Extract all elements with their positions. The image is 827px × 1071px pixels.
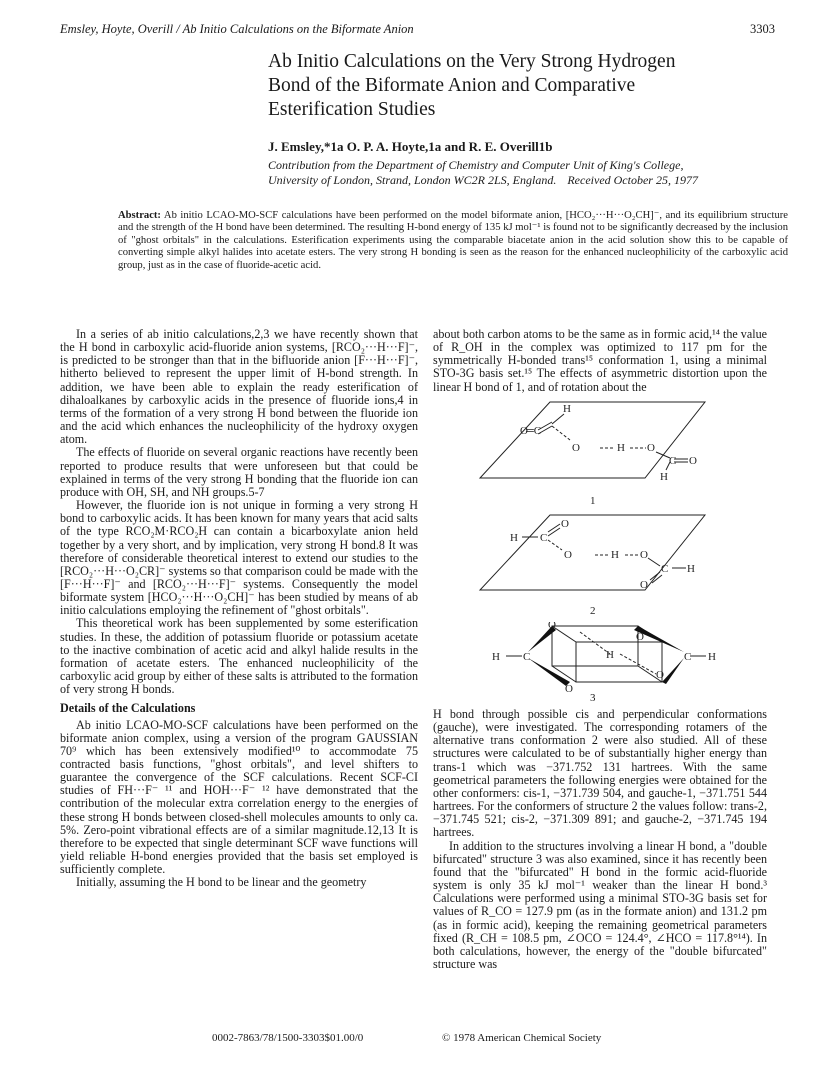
paragraph: This theoretical work has been supplemented by some esterification studies. In these, the addition of potassium fluoride or potassium acetate to the inactive combination of acetic acid and alkyl halide results in the formation of acetate esters. The enhanced nucleophilicity of the carboxylic acid group by either of these salts is attributed to the formation of very strong H bonds.: [60, 616, 419, 697]
svg-text:O: O: [520, 425, 528, 437]
svg-text:O: O: [561, 518, 569, 530]
svg-text:O: O: [689, 455, 697, 467]
svg-text:H: H: [611, 549, 619, 561]
footer-copyright: © 1978 American Chemical Society: [442, 1032, 602, 1044]
authors: J. Emsley,*1a O. P. A. Hoyte,1a and R. E. Overill1b: [268, 139, 553, 154]
right-column-top: [433, 328, 767, 394]
title-line: Esterification Studies: [268, 99, 436, 120]
running-head: Emsley, Hoyte, Overill / Ab Initio Calculations on the Biformate Anion: [60, 22, 414, 36]
paragraph: However, the fluoride ion is not unique in forming a very strong H bond to carboxylic acids. It has been known for many years that acid salts of the type RCO₂M·RCO₂H can contain a bicarboxylate anion held together by a very short, and by implication, very strong H bond.8 It was therefore of considerable theoretical interest to extend our studies to the [RCO₂···H···O₂CR]⁻ systems so that comparison could be made with the [F···H···F]⁻ and [RCO₂···H···F]⁻ systems. Consequently the model biformate system [HCO₂···H···O₂CH]⁻ has been studied by means of ab initio calculations employing the refinement of "ghost orbitals".: [60, 498, 418, 618]
svg-text:H: H: [492, 651, 500, 663]
structure-2: [480, 515, 705, 590]
paragraph: In addition to the structures involving a linear H bond, a "double bifurcated" structure 3 was also examined, since it has recently been found that the "bifurcated" H bond in the formic acid-fluoride system is only 35 kJ mol⁻¹ weaker than the linear H bond.³ Calculations were performed using a minimal STO-3G basis set for values of R_CO = 127.9 pm (as in the formate anion) and 131.2 pm (as in formic acid), keeping the remaining geometrical parameters fixed (R_CH = 108.5 pm, ∠OCO = 124.4°, ∠HCO = 117.8°¹⁴). In both calculations, however, the energy of the "double bifurcated" structure was: [433, 838, 767, 971]
paragraph: about both carbon atoms to be the same as in formic acid,¹⁴ the value of R_OH in the complex was optimized to 117 pm for the symmetrically H-bonded trans¹⁵ conformation 1, using a minimal STO-3G basis set.¹⁵ The effects of asymmetric distortion upon the linear H bond of 1, and of rotation about the: [433, 327, 767, 394]
article-title: [268, 50, 768, 122]
affiliation: [268, 158, 788, 187]
title-line: Ab Initio Calculations on the Very Strong Hydrogen: [268, 51, 676, 72]
page-number: 3303: [750, 22, 775, 36]
svg-text:O: O: [636, 631, 644, 643]
svg-text:C: C: [661, 563, 669, 575]
svg-text:H: H: [617, 442, 625, 454]
paragraph: Initially, assuming the H bond to be linear and the geometry: [76, 875, 367, 890]
svg-text:O: O: [647, 442, 655, 454]
right-column-bottom: [433, 708, 767, 971]
svg-text:H: H: [563, 403, 571, 415]
affiliation-line: Contribution from the Department of Chemistry and Computer Unit of King's College,: [268, 158, 684, 172]
paragraph: H bond through possible cis and perpendicular conformations (gauche), were investigated. The corresponding rotamers of the alternative trans conformation 2 were also studied. All of these structures were calculated to be of substantially higher energy than trans-1 which was −371.752 131 hartrees. With the same geometrical parameters the following energies were obtained for the other conformers: cis-1, −371.739 504, and gauche-1, −371.751 544 hartrees. For the conformers of structure 2 the values follow: trans-2, −371.745 521; cis-2, −371.309 891; and gauche-2, −371.745 194 hartrees.: [433, 707, 767, 840]
received-date: Received October 25, 1977: [567, 172, 698, 187]
svg-text:═C: ═C: [526, 425, 542, 437]
svg-text:O: O: [656, 669, 664, 681]
svg-text:O: O: [548, 622, 556, 631]
svg-text:C: C: [669, 455, 677, 467]
section-heading: Details of the Calculations: [60, 701, 196, 716]
abstract-label: Abstract:: [118, 210, 161, 221]
paragraph: Ab initio LCAO-MO-SCF calculations have been performed on the biformate anion complex, using a version of the program GAUSSIAN 70⁹ which has been extensively modified¹⁰ to accommodate 75 contracted basis functions, "ghost orbitals", and level shifters to guarantee the convergence of the SCF calculations. Recent SCF-CI studies of FH···F⁻ ¹¹ and HOH···F⁻ ¹² have demonstrated that the contribution of the molecular extra correlation energy to the energies of these strong H bonds between closed-shell molecules amounts to only ca. 5%. Zero-point vibrational effects are of a similar magnitude.12,13 It is therefore to be expected that single determinant SCF wave functions will yield reliable H-bond energies provided that the basis set employed is sufficiently complete.: [60, 717, 418, 877]
svg-text:O: O: [564, 549, 572, 561]
structure-label: 2: [590, 605, 596, 617]
svg-text:H: H: [606, 649, 614, 661]
affiliation-address: University of London, Strand, London WC2R 2LS, England.: [268, 172, 557, 187]
structure-label: 3: [590, 692, 596, 704]
affiliation-line: [268, 173, 788, 188]
footer-code: 0002-7863/78/1500-3303$01.00/0: [212, 1032, 364, 1044]
paragraph: In a series of ab initio calculations,2,3 we have recently shown that the H bond in carboxylic acid-fluoride anion systems, [RCO₂···H···F]⁻, is predicted to be stronger than that in the bifluoride anion [F···H···F]⁻, hitherto believed to represent the upper limit of H-bond strength. In addition, we have been able to explain the ready esterification of dihaloalkanes by carboxylic acids in the presence of fluoride ions,4 in terms of the formation of a very strong H bond between the fluoride ion and the acid which enhances the nucleophilicity of the hydroxy oxygen atom.: [60, 327, 418, 447]
svg-text:H: H: [660, 471, 668, 483]
svg-text:O: O: [640, 549, 648, 561]
structure-3: [470, 622, 770, 694]
svg-text:H: H: [708, 651, 716, 663]
svg-text:C: C: [523, 651, 531, 663]
svg-text:H: H: [687, 563, 695, 575]
svg-text:C: C: [540, 532, 548, 544]
left-column: [60, 328, 418, 890]
paragraph: The effects of fluoride on several organic reactions have recently been reported to produce results that were unforeseen but that could be explained in terms of the very strong H bonding that the fluoride ion can produce with OH, SH, and NH groups.5-7: [60, 445, 418, 499]
svg-text:O: O: [565, 683, 573, 694]
structure-label: 1: [590, 495, 596, 507]
abstract-text: Ab initio LCAO-MO-SCF calculations have been performed on the model biformate anion, [HCO₂···H···O₂CH]⁻, and its equilibrium structure and the strength of the H bond have been determined. The resulting H-bond energy of 135 kJ mol⁻¹ is found not to be significantly decreased by the inclusion of "ghost orbitals" in the calculations. Esterification experiments using the comparable biacetate anion in the acid solution show this to be capable of converting simple alkyl halides into acetate esters. The very strong H bonding is seen as the reason for the enhanced nucleophilicity of the carboxylic acid group, just as in the case of fluoride-acetic acid.: [118, 210, 788, 271]
svg-text:O: O: [572, 442, 580, 454]
abstract: [118, 210, 788, 272]
svg-text:H: H: [510, 532, 518, 544]
svg-text:O: O: [640, 579, 648, 591]
svg-text:C: C: [684, 651, 692, 663]
title-line: Bond of the Biformate Anion and Comparative: [268, 75, 636, 96]
